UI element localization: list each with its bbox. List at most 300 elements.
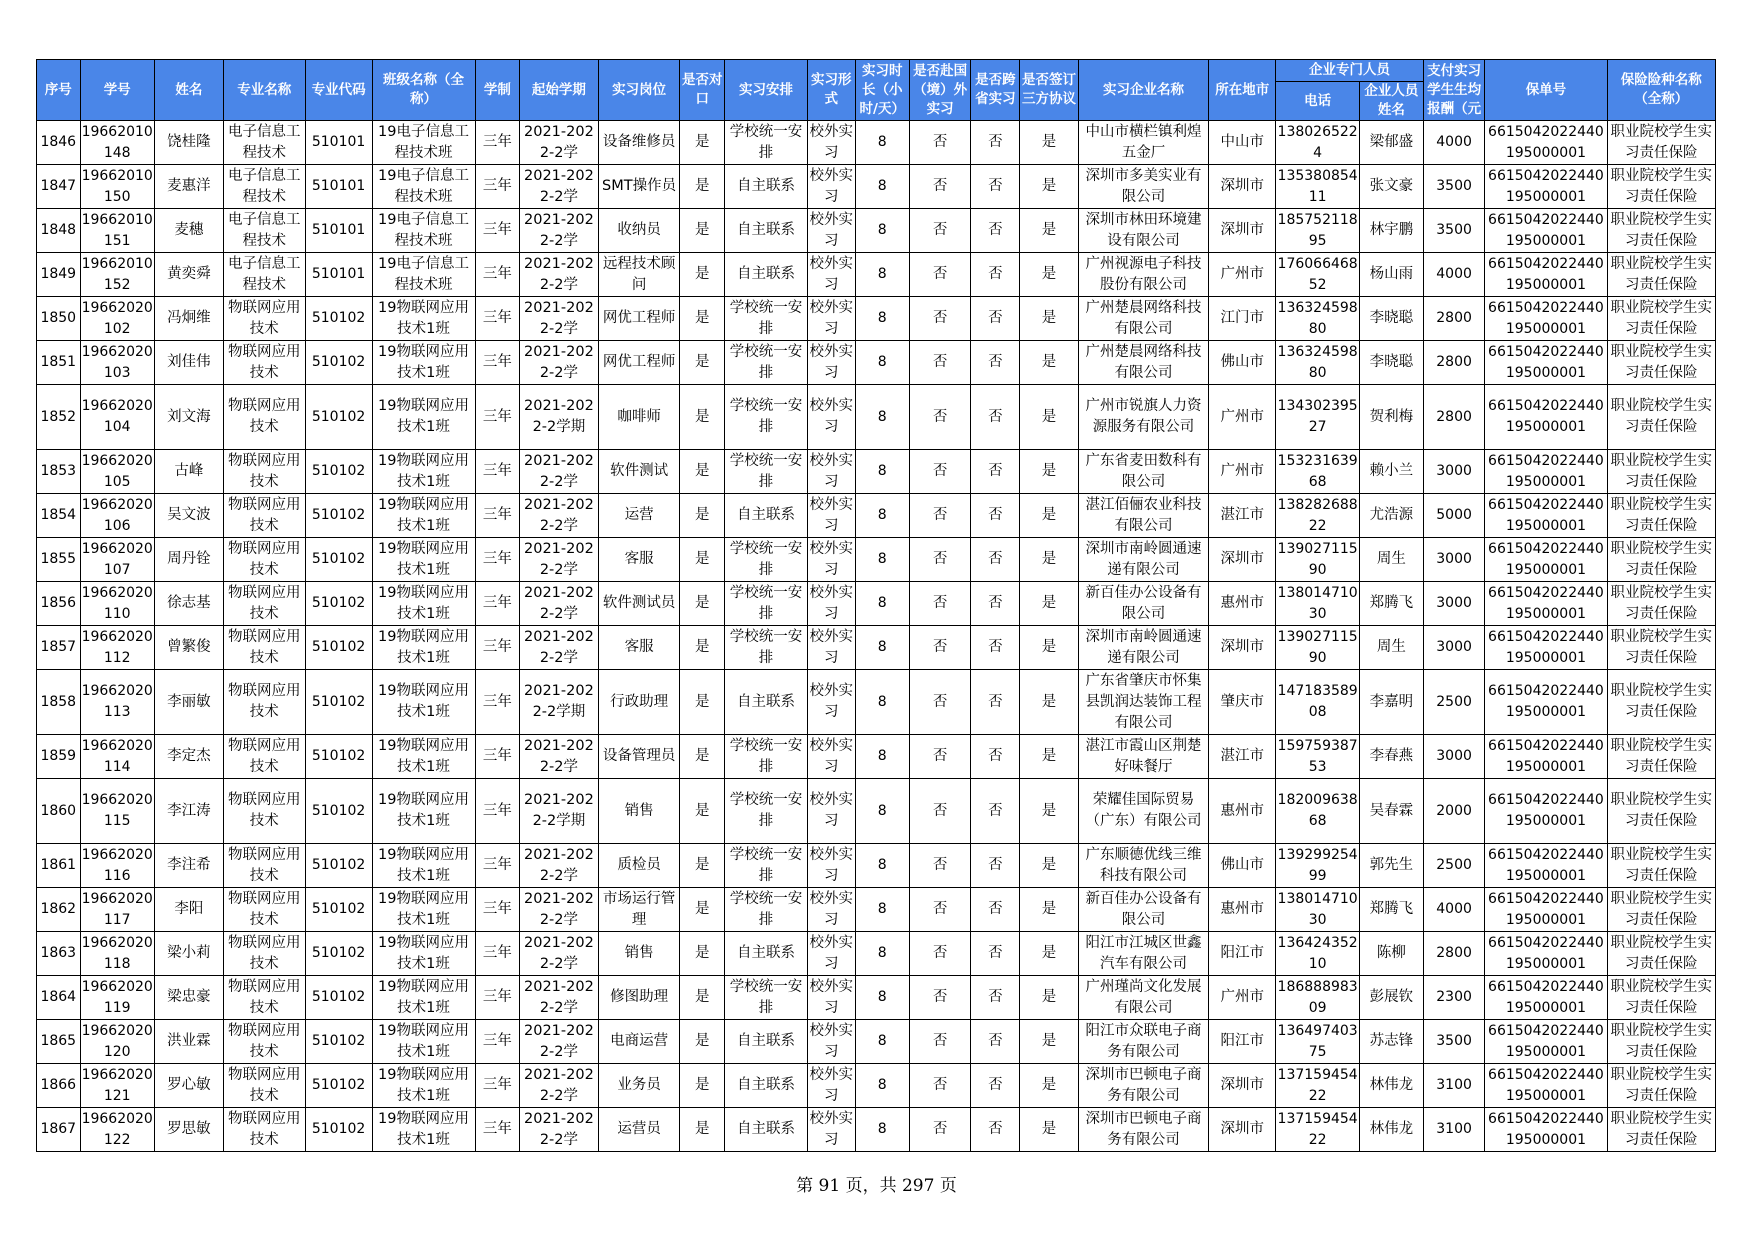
cell-major-code: 510102 <box>305 976 372 1020</box>
cell-form: 校外实习 <box>807 209 855 253</box>
cell-position: 客服 <box>598 538 680 582</box>
cell-major-code: 510101 <box>305 121 372 165</box>
cell-major-code: 510102 <box>305 538 372 582</box>
cell-city: 深圳市 <box>1209 165 1276 209</box>
cell-position: 客服 <box>598 626 680 670</box>
cell-seq: 1847 <box>37 165 81 209</box>
cell-years: 三年 <box>475 494 520 538</box>
cell-major-code: 510101 <box>305 253 372 297</box>
cell-position: 收纳员 <box>598 209 680 253</box>
cell-abroad: 否 <box>909 450 971 494</box>
cell-staff-name: 林宇鹏 <box>1360 209 1424 253</box>
cell-years: 三年 <box>475 735 520 779</box>
cell-major: 物联网应用技术 <box>223 735 305 779</box>
cell-company: 新百佳办公设备有限公司 <box>1078 582 1209 626</box>
cell-major: 物联网应用技术 <box>223 670 305 735</box>
table-row <box>37 253 1716 297</box>
cell-policy-no: 6615042022440195000001 <box>1485 1108 1607 1152</box>
cell-start-term: 2021-2022-2学 <box>520 582 599 626</box>
cell-name: 麦惠洋 <box>154 165 223 209</box>
cell-major-code: 510102 <box>305 1108 372 1152</box>
cell-start-term: 2021-2022-2学 <box>520 209 599 253</box>
cell-position: 质检员 <box>598 844 680 888</box>
cell-company: 湛江佰俪农业科技有限公司 <box>1078 494 1209 538</box>
cell-years: 三年 <box>475 1020 520 1064</box>
cell-cross-province: 否 <box>971 735 1020 779</box>
header-row <box>37 60 1716 82</box>
cell-policy-no: 6615042022440195000001 <box>1485 253 1607 297</box>
cell-major-code: 510102 <box>305 341 372 385</box>
cell-name: 罗心敏 <box>154 1064 223 1108</box>
cell-years: 三年 <box>475 165 520 209</box>
cell-position: 修图助理 <box>598 976 680 1020</box>
cell-start-term: 2021-2022-2学期 <box>520 385 599 450</box>
cell-tripartite: 是 <box>1020 888 1078 932</box>
cell-arrangement: 学校统一安排 <box>725 844 808 888</box>
cell-form: 校外实习 <box>807 1064 855 1108</box>
internship-roster <box>36 59 1716 1152</box>
cell-position: 网优工程师 <box>598 341 680 385</box>
cell-matched: 是 <box>680 735 725 779</box>
cell-name: 刘佳伟 <box>154 341 223 385</box>
cell-seq: 1866 <box>37 1064 81 1108</box>
table-row <box>37 385 1716 450</box>
cell-policy-no: 6615042022440195000001 <box>1485 779 1607 844</box>
cell-start-term: 2021-2022-2学 <box>520 538 599 582</box>
cell-matched: 是 <box>680 888 725 932</box>
cell-matched: 是 <box>680 494 725 538</box>
col-phone: 电话 <box>1276 82 1360 121</box>
cell-name: 徐志基 <box>154 582 223 626</box>
cell-start-term: 2021-2022-2学 <box>520 297 599 341</box>
cell-form: 校外实习 <box>807 385 855 450</box>
cell-pay: 2500 <box>1423 670 1485 735</box>
cell-name: 李注希 <box>154 844 223 888</box>
cell-insurance: 职业院校学生实习责任保险 <box>1607 538 1716 582</box>
cell-major-code: 510101 <box>305 209 372 253</box>
cell-insurance: 职业院校学生实习责任保险 <box>1607 932 1716 976</box>
cell-cross-province: 否 <box>971 626 1020 670</box>
cell-major: 电子信息工程技术 <box>223 209 305 253</box>
cell-years: 三年 <box>475 341 520 385</box>
cell-seq: 1852 <box>37 385 81 450</box>
cell-seq: 1858 <box>37 670 81 735</box>
cell-matched: 是 <box>680 385 725 450</box>
cell-major-code: 510102 <box>305 450 372 494</box>
cell-class-name: 19物联网应用技术1班 <box>372 538 475 582</box>
cell-position: 行政助理 <box>598 670 680 735</box>
cell-insurance: 职业院校学生实习责任保险 <box>1607 582 1716 626</box>
cell-start-term: 2021-2022-2学 <box>520 341 599 385</box>
cell-hours: 8 <box>855 670 909 735</box>
cell-cross-province: 否 <box>971 888 1020 932</box>
cell-name: 罗思敏 <box>154 1108 223 1152</box>
cell-city: 广州市 <box>1209 385 1276 450</box>
cell-arrangement: 学校统一安排 <box>725 297 808 341</box>
cell-city: 深圳市 <box>1209 538 1276 582</box>
cell-major: 物联网应用技术 <box>223 888 305 932</box>
cell-policy-no: 6615042022440195000001 <box>1485 297 1607 341</box>
cell-position: 设备管理员 <box>598 735 680 779</box>
cell-staff-name: 李晓聪 <box>1360 341 1424 385</box>
cell-city: 广州市 <box>1209 976 1276 1020</box>
table-row <box>37 1020 1716 1064</box>
cell-major-code: 510102 <box>305 888 372 932</box>
cell-class-name: 19物联网应用技术1班 <box>372 779 475 844</box>
cell-student-id: 19662020105 <box>80 450 154 494</box>
cell-position: 业务员 <box>598 1064 680 1108</box>
cell-start-term: 2021-2022-2学 <box>520 626 599 670</box>
cell-abroad: 否 <box>909 735 971 779</box>
cell-arrangement: 学校统一安排 <box>725 779 808 844</box>
cell-matched: 是 <box>680 1108 725 1152</box>
cell-city: 肇庆市 <box>1209 670 1276 735</box>
cell-phone: 13902711590 <box>1276 626 1360 670</box>
cell-seq: 1846 <box>37 121 81 165</box>
cell-insurance: 职业院校学生实习责任保险 <box>1607 165 1716 209</box>
cell-major-code: 510102 <box>305 626 372 670</box>
cell-hours: 8 <box>855 385 909 450</box>
cell-form: 校外实习 <box>807 341 855 385</box>
cell-insurance: 职业院校学生实习责任保险 <box>1607 209 1716 253</box>
cell-city: 深圳市 <box>1209 1064 1276 1108</box>
cell-phone: 13642435210 <box>1276 932 1360 976</box>
cell-phone: 13430239527 <box>1276 385 1360 450</box>
cell-pay: 2800 <box>1423 932 1485 976</box>
cell-class-name: 19物联网应用技术1班 <box>372 1064 475 1108</box>
cell-class-name: 19物联网应用技术1班 <box>372 1108 475 1152</box>
cell-hours: 8 <box>855 1020 909 1064</box>
cell-major: 物联网应用技术 <box>223 1108 305 1152</box>
cell-seq: 1859 <box>37 735 81 779</box>
cell-form: 校外实习 <box>807 844 855 888</box>
cell-major: 物联网应用技术 <box>223 582 305 626</box>
cell-student-id: 19662020112 <box>80 626 154 670</box>
cell-city: 中山市 <box>1209 121 1276 165</box>
cell-city: 深圳市 <box>1209 209 1276 253</box>
cell-insurance: 职业院校学生实习责任保险 <box>1607 1064 1716 1108</box>
cell-name: 吴文波 <box>154 494 223 538</box>
col-arrangement: 实习安排 <box>725 60 808 121</box>
cell-pay: 4000 <box>1423 888 1485 932</box>
cell-tripartite: 是 <box>1020 976 1078 1020</box>
cell-student-id: 19662020115 <box>80 779 154 844</box>
cell-major-code: 510102 <box>305 494 372 538</box>
cell-abroad: 否 <box>909 253 971 297</box>
cell-staff-name: 李嘉明 <box>1360 670 1424 735</box>
cell-years: 三年 <box>475 209 520 253</box>
table-row <box>37 341 1716 385</box>
cell-arrangement: 学校统一安排 <box>725 976 808 1020</box>
cell-phone: 15323163968 <box>1276 450 1360 494</box>
cell-hours: 8 <box>855 932 909 976</box>
cell-policy-no: 6615042022440195000001 <box>1485 538 1607 582</box>
cell-student-id: 19662020122 <box>80 1108 154 1152</box>
page-footer: 第 91 页，共 297 页 <box>796 1176 957 1196</box>
cell-cross-province: 否 <box>971 297 1020 341</box>
cell-years: 三年 <box>475 121 520 165</box>
col-major: 专业名称 <box>223 60 305 121</box>
cell-major-code: 510102 <box>305 297 372 341</box>
cell-position: 咖啡师 <box>598 385 680 450</box>
cell-staff-name: 林伟龙 <box>1360 1064 1424 1108</box>
table-row <box>37 494 1716 538</box>
cell-years: 三年 <box>475 976 520 1020</box>
cell-years: 三年 <box>475 844 520 888</box>
cell-class-name: 19物联网应用技术1班 <box>372 888 475 932</box>
table-row <box>37 165 1716 209</box>
cell-form: 校外实习 <box>807 1108 855 1152</box>
cell-major-code: 510101 <box>305 165 372 209</box>
cell-start-term: 2021-2022-2学 <box>520 494 599 538</box>
cell-abroad: 否 <box>909 165 971 209</box>
cell-staff-name: 赖小兰 <box>1360 450 1424 494</box>
cell-major: 物联网应用技术 <box>223 385 305 450</box>
cell-phone: 13929925499 <box>1276 844 1360 888</box>
cell-company: 广州视源电子科技股份有限公司 <box>1078 253 1209 297</box>
cell-matched: 是 <box>680 670 725 735</box>
cell-student-id: 19662010150 <box>80 165 154 209</box>
cell-hours: 8 <box>855 1064 909 1108</box>
cell-student-id: 19662020103 <box>80 341 154 385</box>
cell-position: 运营 <box>598 494 680 538</box>
cell-form: 校外实习 <box>807 165 855 209</box>
cell-arrangement: 学校统一安排 <box>725 735 808 779</box>
cell-matched: 是 <box>680 1064 725 1108</box>
cell-policy-no: 6615042022440195000001 <box>1485 450 1607 494</box>
cell-staff-name: 贺利梅 <box>1360 385 1424 450</box>
cell-policy-no: 6615042022440195000001 <box>1485 165 1607 209</box>
cell-arrangement: 学校统一安排 <box>725 538 808 582</box>
cell-matched: 是 <box>680 538 725 582</box>
cell-start-term: 2021-2022-2学 <box>520 121 599 165</box>
cell-major: 物联网应用技术 <box>223 297 305 341</box>
cell-city: 阳江市 <box>1209 932 1276 976</box>
cell-major: 物联网应用技术 <box>223 1020 305 1064</box>
cell-insurance: 职业院校学生实习责任保险 <box>1607 670 1716 735</box>
cell-city: 深圳市 <box>1209 1108 1276 1152</box>
col-position: 实习岗位 <box>598 60 680 121</box>
cell-staff-name: 郭先生 <box>1360 844 1424 888</box>
cell-company: 阳江市众联电子商务有限公司 <box>1078 1020 1209 1064</box>
cell-name: 周丹铨 <box>154 538 223 582</box>
col-enterprise-staff: 企业专门人员 <box>1276 60 1424 82</box>
cell-form: 校外实习 <box>807 670 855 735</box>
cell-position: 销售 <box>598 779 680 844</box>
cell-insurance: 职业院校学生实习责任保险 <box>1607 450 1716 494</box>
cell-form: 校外实习 <box>807 494 855 538</box>
cell-years: 三年 <box>475 1108 520 1152</box>
col-company: 实习企业名称 <box>1078 60 1209 121</box>
cell-form: 校外实习 <box>807 450 855 494</box>
cell-pay: 3000 <box>1423 626 1485 670</box>
cell-company: 广州楚晨网络科技有限公司 <box>1078 341 1209 385</box>
cell-major: 电子信息工程技术 <box>223 253 305 297</box>
cell-form: 校外实习 <box>807 121 855 165</box>
table-row <box>37 450 1716 494</box>
cell-years: 三年 <box>475 538 520 582</box>
cell-tripartite: 是 <box>1020 494 1078 538</box>
cell-name: 古峰 <box>154 450 223 494</box>
cell-cross-province: 否 <box>971 450 1020 494</box>
col-start-term: 起始学期 <box>520 60 599 121</box>
cell-policy-no: 6615042022440195000001 <box>1485 1064 1607 1108</box>
cell-class-name: 19物联网应用技术1班 <box>372 670 475 735</box>
cell-phone: 13649740375 <box>1276 1020 1360 1064</box>
cell-years: 三年 <box>475 450 520 494</box>
cell-matched: 是 <box>680 253 725 297</box>
cell-company: 广东省麦田数科有限公司 <box>1078 450 1209 494</box>
cell-phone: 15975938753 <box>1276 735 1360 779</box>
cell-company: 荣耀佳国际贸易（广东）有限公司 <box>1078 779 1209 844</box>
col-name: 姓名 <box>154 60 223 121</box>
table-row <box>37 297 1716 341</box>
cell-hours: 8 <box>855 494 909 538</box>
cell-start-term: 2021-2022-2学 <box>520 165 599 209</box>
cell-cross-province: 否 <box>971 1064 1020 1108</box>
cell-seq: 1848 <box>37 209 81 253</box>
cell-company: 深圳市多美实业有限公司 <box>1078 165 1209 209</box>
cell-tripartite: 是 <box>1020 209 1078 253</box>
cell-student-id: 19662010148 <box>80 121 154 165</box>
cell-hours: 8 <box>855 1108 909 1152</box>
cell-phone: 13538085411 <box>1276 165 1360 209</box>
cell-company: 中山市横栏镇利煌五金厂 <box>1078 121 1209 165</box>
cell-student-id: 19662020106 <box>80 494 154 538</box>
cell-position: SMT操作员 <box>598 165 680 209</box>
cell-company: 深圳市巴顿电子商务有限公司 <box>1078 1108 1209 1152</box>
cell-start-term: 2021-2022-2学期 <box>520 670 599 735</box>
cell-arrangement: 学校统一安排 <box>725 341 808 385</box>
cell-tripartite: 是 <box>1020 385 1078 450</box>
cell-abroad: 否 <box>909 932 971 976</box>
col-cross-province: 是否跨省实习 <box>971 60 1020 121</box>
cell-major: 物联网应用技术 <box>223 494 305 538</box>
cell-years: 三年 <box>475 626 520 670</box>
cell-years: 三年 <box>475 932 520 976</box>
cell-form: 校外实习 <box>807 538 855 582</box>
cell-name: 李丽敏 <box>154 670 223 735</box>
cell-major: 物联网应用技术 <box>223 779 305 844</box>
cell-insurance: 职业院校学生实习责任保险 <box>1607 888 1716 932</box>
cell-years: 三年 <box>475 385 520 450</box>
cell-class-name: 19电子信息工程技术班 <box>372 253 475 297</box>
cell-phone: 13715945422 <box>1276 1108 1360 1152</box>
cell-staff-name: 吴春霖 <box>1360 779 1424 844</box>
col-seq: 序号 <box>37 60 81 121</box>
cell-seq: 1851 <box>37 341 81 385</box>
cell-class-name: 19物联网应用技术1班 <box>372 844 475 888</box>
cell-insurance: 职业院校学生实习责任保险 <box>1607 779 1716 844</box>
cell-hours: 8 <box>855 209 909 253</box>
cell-class-name: 19物联网应用技术1班 <box>372 626 475 670</box>
cell-major: 电子信息工程技术 <box>223 165 305 209</box>
cell-cross-province: 否 <box>971 976 1020 1020</box>
cell-cross-province: 否 <box>971 1020 1020 1064</box>
cell-cross-province: 否 <box>971 121 1020 165</box>
cell-class-name: 19物联网应用技术1班 <box>372 385 475 450</box>
cell-phone: 13801471030 <box>1276 582 1360 626</box>
cell-name: 曾繁俊 <box>154 626 223 670</box>
cell-seq: 1865 <box>37 1020 81 1064</box>
cell-name: 李阳 <box>154 888 223 932</box>
table-row <box>37 209 1716 253</box>
cell-policy-no: 6615042022440195000001 <box>1485 582 1607 626</box>
cell-city: 惠州市 <box>1209 779 1276 844</box>
cell-student-id: 19662020117 <box>80 888 154 932</box>
cell-policy-no: 6615042022440195000001 <box>1485 341 1607 385</box>
cell-policy-no: 6615042022440195000001 <box>1485 976 1607 1020</box>
cell-company: 广东省肇庆市怀集县凯润达装饰工程有限公司 <box>1078 670 1209 735</box>
table-row <box>37 1064 1716 1108</box>
cell-tripartite: 是 <box>1020 932 1078 976</box>
cell-start-term: 2021-2022-2学期 <box>520 779 599 844</box>
cell-cross-province: 否 <box>971 253 1020 297</box>
cell-company: 深圳市南岭圆通速递有限公司 <box>1078 626 1209 670</box>
cell-company: 广州楚晨网络科技有限公司 <box>1078 297 1209 341</box>
cell-major: 物联网应用技术 <box>223 626 305 670</box>
cell-phone: 13828268822 <box>1276 494 1360 538</box>
col-major-code: 专业代码 <box>305 60 372 121</box>
col-abroad: 是否赴国（境）外实习 <box>909 60 971 121</box>
cell-major: 物联网应用技术 <box>223 932 305 976</box>
col-form: 实习形式 <box>807 60 855 121</box>
cell-student-id: 19662020110 <box>80 582 154 626</box>
cell-cross-province: 否 <box>971 494 1020 538</box>
cell-form: 校外实习 <box>807 932 855 976</box>
cell-company: 广州瑾尚文化发展有限公司 <box>1078 976 1209 1020</box>
cell-pay: 3000 <box>1423 450 1485 494</box>
cell-hours: 8 <box>855 888 909 932</box>
cell-city: 湛江市 <box>1209 735 1276 779</box>
cell-pay: 2300 <box>1423 976 1485 1020</box>
cell-arrangement: 学校统一安排 <box>725 582 808 626</box>
cell-years: 三年 <box>475 582 520 626</box>
cell-cross-province: 否 <box>971 1108 1020 1152</box>
cell-hours: 8 <box>855 582 909 626</box>
cell-pay: 2500 <box>1423 844 1485 888</box>
cell-policy-no: 6615042022440195000001 <box>1485 888 1607 932</box>
cell-insurance: 职业院校学生实习责任保险 <box>1607 385 1716 450</box>
cell-class-name: 19电子信息工程技术班 <box>372 165 475 209</box>
cell-years: 三年 <box>475 888 520 932</box>
cell-name: 洪业霖 <box>154 1020 223 1064</box>
cell-tripartite: 是 <box>1020 1108 1078 1152</box>
col-pay: 支付实习学生生均报酬（元 <box>1423 60 1485 121</box>
cell-tripartite: 是 <box>1020 165 1078 209</box>
cell-student-id: 19662010151 <box>80 209 154 253</box>
cell-insurance: 职业院校学生实习责任保险 <box>1607 735 1716 779</box>
cell-position: 设备维修员 <box>598 121 680 165</box>
cell-tripartite: 是 <box>1020 1020 1078 1064</box>
cell-abroad: 否 <box>909 976 971 1020</box>
cell-abroad: 否 <box>909 341 971 385</box>
cell-abroad: 否 <box>909 385 971 450</box>
cell-staff-name: 周生 <box>1360 626 1424 670</box>
cell-cross-province: 否 <box>971 209 1020 253</box>
col-policy-no: 保单号 <box>1485 60 1607 121</box>
cell-arrangement: 自主联系 <box>725 494 808 538</box>
col-hours: 实习时长（小时/天） <box>855 60 909 121</box>
cell-hours: 8 <box>855 253 909 297</box>
cell-hours: 8 <box>855 341 909 385</box>
cell-arrangement: 自主联系 <box>725 1108 808 1152</box>
cell-start-term: 2021-2022-2学 <box>520 976 599 1020</box>
cell-seq: 1857 <box>37 626 81 670</box>
cell-staff-name: 郑腾飞 <box>1360 582 1424 626</box>
cell-position: 运营员 <box>598 1108 680 1152</box>
cell-abroad: 否 <box>909 1108 971 1152</box>
